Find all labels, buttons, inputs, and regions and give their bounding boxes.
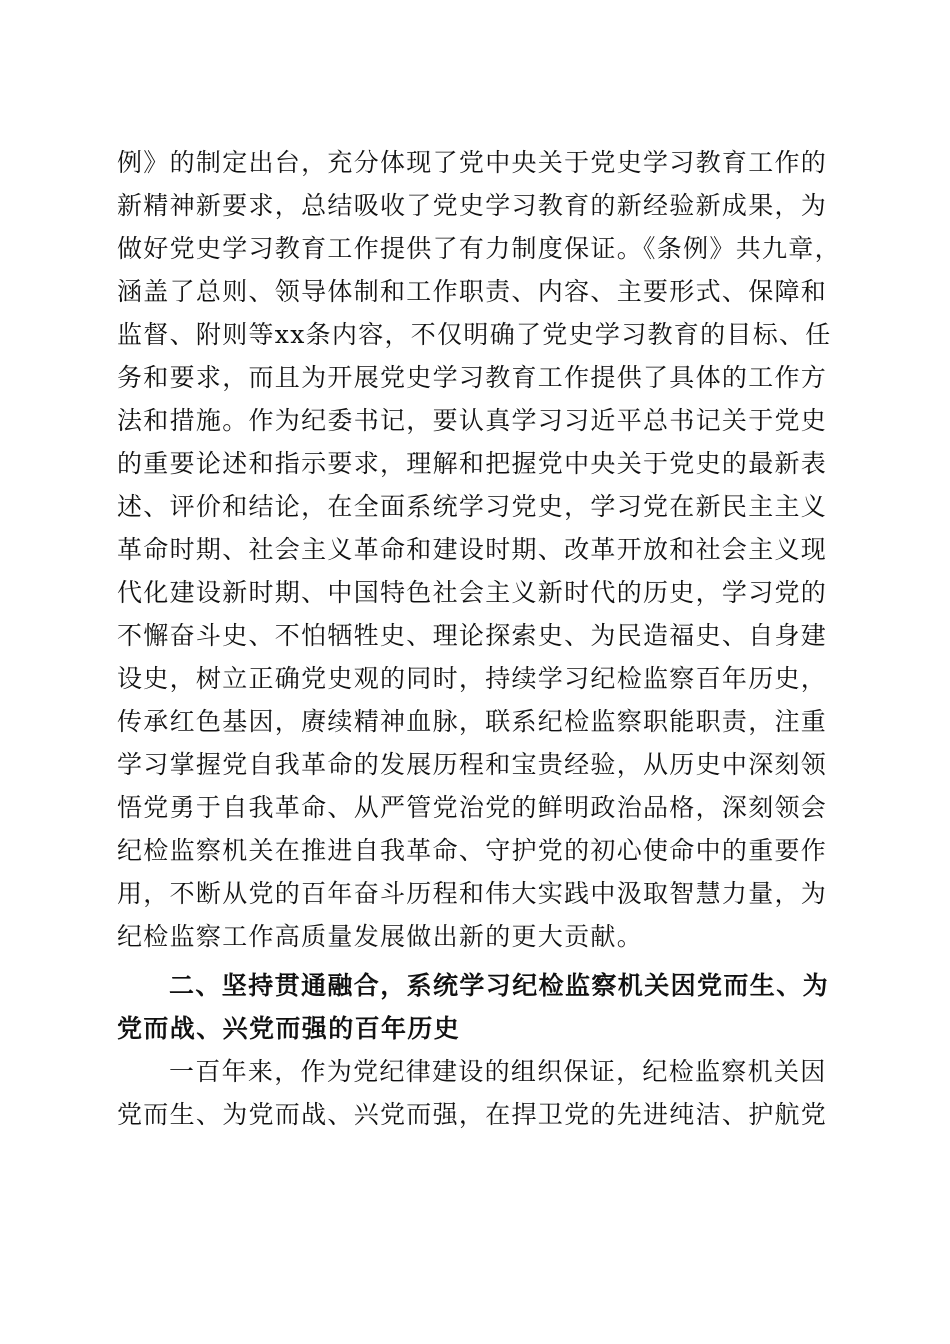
text-line: 革命时期、社会主义革命和建设时期、改革开放和社会主义现 xyxy=(117,535,828,564)
text-line: 例》的制定出台，充分体现了党中央关于党史学习教育工作的 xyxy=(117,148,828,177)
text-line: 学习掌握党自我革命的发展历程和宝贵经验，从历史中深刻领 xyxy=(117,750,828,779)
text-line: 纪检监察工作高质量发展做出新的更大贡献。 xyxy=(117,922,644,951)
text-line: 的重要论述和指示要求，理解和把握党中央关于党史的最新表 xyxy=(117,449,828,478)
text-line: 新精神新要求，总结吸收了党史学习教育的新经验新成果，为 xyxy=(117,191,828,220)
text-line: 法和措施。作为纪委书记，要认真学习习近平总书记关于党史 xyxy=(117,406,828,435)
document-body xyxy=(117,141,841,1136)
paragraph-section-two xyxy=(117,1050,833,1136)
text-line: 用，不断从党的百年奋斗历程和伟大实践中汲取智慧力量，为 xyxy=(117,879,828,908)
heading-line: 二、坚持贯通融合，系统学习纪检监察机关因党而生、为 xyxy=(169,971,830,1000)
text-line: 悟党勇于自我革命、从严管党治党的鲜明政治品格，深刻领会 xyxy=(117,793,828,822)
text-line: 务和要求，而且为开展党史学习教育工作提供了具体的工作方 xyxy=(117,363,828,392)
text-line: 代化建设新时期、中国特色社会主义新时代的历史，学习党的 xyxy=(117,578,828,607)
text-line: 不懈奋斗史、不怕牺牲史、理论探索史、为民造福史、自身建 xyxy=(117,621,828,650)
heading-line: 党而战、兴党而强的百年历史 xyxy=(117,1014,461,1043)
text-line: 述、评价和结论，在全面系统学习党史，学习党在新民主主义 xyxy=(117,492,828,521)
text-line: 做好党史学习教育工作提供了有力制度保证。《条例》共九章， xyxy=(117,234,841,263)
text-line: 党而生、为党而战、兴党而强，在捍卫党的先进纯洁、护航党 xyxy=(117,1100,828,1129)
text-line: 一百年来，作为党纪律建设的组织保证，纪检监察机关因 xyxy=(169,1057,827,1086)
text-line: 纪检监察机关在推进自我革命、守护党的初心使命中的重要作 xyxy=(117,836,828,865)
text-line: 监督、附则等xx条内容，不仅明确了党史学习教育的目标、任 xyxy=(117,320,832,349)
text-line: 传承红色基因，赓续精神血脉，联系纪检监察职能职责，注重 xyxy=(117,707,828,736)
paragraph-continuation xyxy=(117,141,841,958)
text-line: 涵盖了总则、领导体制和工作职责、内容、主要形式、保障和 xyxy=(117,277,828,306)
section-heading xyxy=(117,964,833,1050)
text-line: 设史，树立正确党史观的同时，持续学习纪检监察百年历史， xyxy=(117,664,828,693)
